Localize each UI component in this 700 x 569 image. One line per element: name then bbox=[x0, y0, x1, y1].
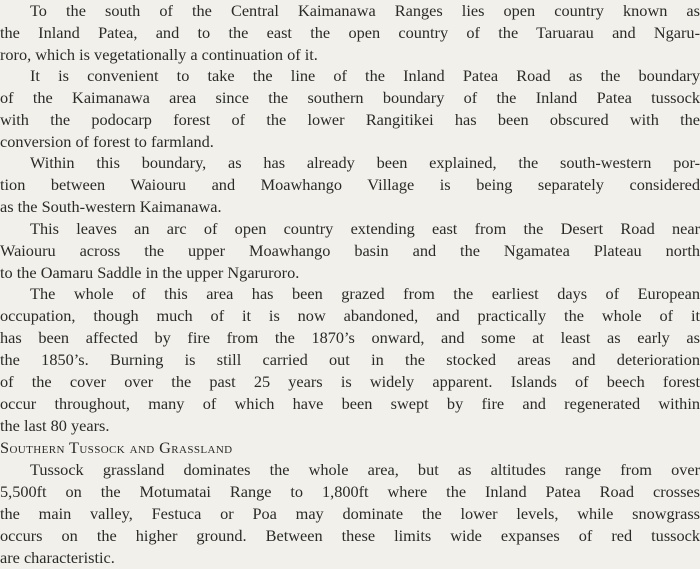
paragraph-4-line-1: This leaves an arc of open country extending east from the Desert Road near bbox=[30, 219, 700, 238]
paragraph-2-line-4: conversion of forest to farmland. bbox=[0, 132, 214, 151]
paragraph-3-line-3: as the South-western Kaimanawa. bbox=[0, 197, 222, 216]
paragraph-6-line-1: Tussock grassland dominates the whole area, but as altitudes range from over bbox=[30, 460, 700, 479]
paragraph-4-line-2: Waiouru across the upper Moawhango basin and the Ngamatea Plateau north bbox=[0, 241, 700, 260]
paragraph-5-line-1: The whole of this area has been grazed from the earliest days of European bbox=[30, 284, 700, 303]
paragraph-3-line-1: Within this boundary, as has already been explained, the south-western por- bbox=[30, 153, 700, 172]
paragraph-5-line-2: occupation, though much of it is now abandoned, and practically the whole of it bbox=[0, 306, 700, 325]
paragraph-1-line-3: roro, which is vegetationally a continuation of it. bbox=[0, 45, 318, 64]
paragraph-2-line-2: of the Kaimanawa area since the southern boundary of the Inland Patea tussock bbox=[0, 88, 700, 107]
paragraph-5-line-6: occur throughout, many of which have been swept by fire and regenerated within bbox=[0, 394, 700, 413]
paragraph-6-line-5: are characteristic. bbox=[0, 548, 115, 567]
paragraph-4-line-3: to the Oamaru Saddle in the upper Ngaruroro. bbox=[0, 263, 300, 282]
paragraph-2-line-1: It is convenient to take the line of the Inland Patea Road as the boundary bbox=[30, 66, 700, 85]
paragraph-5-line-3: has been affected by fire from the 1870’s onward, and some at least as early as bbox=[0, 328, 700, 347]
paragraph-6-line-2: 5,500ft on the Motumatai Range to 1,800ft where the Inland Patea Road crosses bbox=[0, 482, 700, 501]
paragraph-1-line-2: the Inland Patea, and to the east the open country of the Taruarau and Ngaru- bbox=[0, 23, 700, 42]
section-heading: Southern Tussock and Grassland bbox=[0, 438, 233, 457]
paragraph-3-line-2: tion between Waiouru and Moawhango Village is being separately considered bbox=[0, 175, 700, 194]
paragraph-2-line-3: with the podocarp forest of the lower Rangitikei has been obscured with the bbox=[0, 110, 700, 129]
paragraph-5-line-5: of the cover over the past 25 years is widely apparent. Islands of beech forest bbox=[0, 372, 700, 391]
paragraph-5-line-7: the last 80 years. bbox=[0, 416, 110, 435]
paragraph-1-line-1: To the south of the Central Kaimanawa Ranges lies open country known as bbox=[30, 1, 700, 20]
paragraph-6-line-3: the main valley, Festuca or Poa may dominate the lower levels, while snowgrass bbox=[0, 504, 700, 523]
paragraph-6-line-4: occurs on the higher ground. Between these limits wide expanses of red tussock bbox=[0, 526, 700, 545]
paragraph-5-line-4: the 1850’s. Burning is still carried out in the stocked areas and deterioration bbox=[0, 350, 700, 369]
